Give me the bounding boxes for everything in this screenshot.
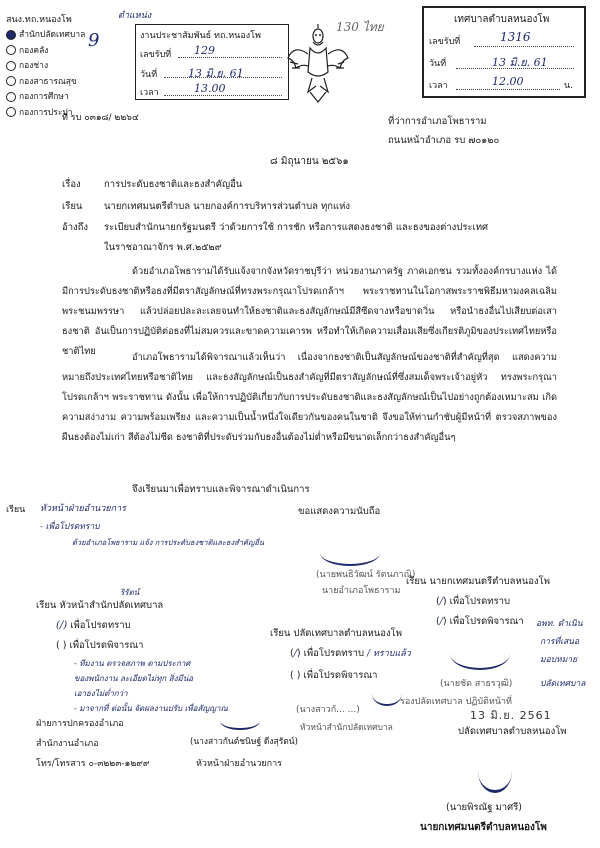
radio-icon <box>6 61 16 71</box>
receipt-stamp-right <box>422 6 586 98</box>
admin-office: ฝ่ายการปกครองอำเภอ <box>36 719 124 729</box>
right-hw-position: ปลัดเทศบาล <box>540 679 586 689</box>
left-to-text: เรียน หัวหน้าสำนักปลัดเทศบาล <box>36 600 164 611</box>
to-label: เรียน <box>62 201 83 212</box>
distribution-item[interactable]: กองการศึกษา <box>6 90 85 106</box>
left-signature <box>220 712 260 730</box>
stamp-date-label: วันที่ <box>140 70 158 80</box>
mayor-signature <box>478 750 512 793</box>
right-option-2[interactable]: (/) เพื่อโปรดพิจารณา <box>436 616 524 627</box>
right-option-1[interactable]: (/) เพื่อโปรดทราบ <box>436 596 511 607</box>
to-text: นายกเทศมนตรีตำบล นายกองค์การบริหารส่วนตำบล ทุกแห่ง <box>104 201 350 212</box>
right-to-text: เรียน นายกเทศมนตรีตำบลหนองโพ <box>406 576 550 587</box>
distribution-item[interactable]: กองช่าง <box>6 59 85 75</box>
hw-note-line-1: หัวหน้าฝ่ายอำนวยการ <box>40 504 127 514</box>
stamp-time-label: เวลา <box>140 88 159 98</box>
contact-tel: โทร/โทรสาร ๐-๓๒๒๓-๑๒๙๙ <box>36 759 150 769</box>
stamp-time-value: 12.00 <box>492 75 524 88</box>
office-line: ถนนหน้าอำเภอ รบ ๗๐๑๒๐ <box>388 135 500 146</box>
stamp-date-label: วันที่ <box>429 59 447 69</box>
stamp-no-label: เลขรับที่ <box>140 50 172 60</box>
district-office: สำนักงานอำเภอ <box>36 739 99 749</box>
left-handwritten-notes: - ทีมงาน ตรวจสภาพ ตามประกาศ ของพนักงาน ละเอียดไม่ทุก สิ่งมีน่อ เอาธงไม่ต่ำกว่า - มาจากที่ ต่อนั้น จัดผลงานปรับ เพื่อสัญญาณ <box>74 659 228 713</box>
date-received-stamp: 13 มิ.ย. 2561 <box>470 709 552 722</box>
hw-note-line-3: ด้วยอำเภอโพธาราม แจ้ง การประดับธงชาติและธงสำคัญอื่น <box>72 538 264 547</box>
stamp-time-value: 13.00 <box>194 82 226 95</box>
right-hw-note-3: มอบหมาย <box>540 655 578 665</box>
right-signer-title: รองปลัดเทศบาล ปฏิบัติหน้าที่ <box>400 697 512 707</box>
distribution-item[interactable]: กองสาธารณสุข <box>6 75 85 91</box>
receipt-stamp-left <box>135 24 289 100</box>
stamp-no-value: 1316 <box>500 30 531 44</box>
amphoe-signature <box>320 540 380 566</box>
stamp-title: งานประชาสัมพันธ์ ทถ.หนองโพ <box>140 31 261 41</box>
amphoe-signer-name: (นายพนธิวัฒน์ รัตนภาณิ) <box>316 570 416 580</box>
document-number: ที่ รบ ๐๓๑๘/ ๒๒๖๔ <box>62 113 139 123</box>
ref-text-2: ในราชอาณาจักร พ.ศ.๒๕๒๙ <box>104 242 222 253</box>
stamp-title: เทศบาลตำบลหนองโพ <box>454 14 550 25</box>
office-line: ที่ว่าการอำเภอโพธาราม <box>388 116 487 127</box>
right-hw-note-2: การที่เสนอ <box>540 637 580 647</box>
distribution-label: ตำแหน่ง <box>118 11 152 21</box>
body-paragraph-3: จึงเรียนมาเพื่อทราบและพิจารณาดำเนินการ <box>132 484 310 495</box>
distribution-item[interactable]: กองการประปา <box>6 106 85 122</box>
distribution-item[interactable]: กองคลัง <box>6 44 85 60</box>
top-handwritten-note: 130 ไทย <box>336 20 384 34</box>
stamp-no-label: เลขรับที่ <box>429 37 461 47</box>
stamp-date-value: 13 มิ.ย. 61 <box>188 67 244 80</box>
ref-text: ระเบียบสำนักนายกรัฐมนตรี ว่าด้วยการใช้ การชัก หรือการแสดงธงชาติ และธงของต่างประเทศ <box>104 222 489 233</box>
subject-label: เรื่อง <box>62 179 81 190</box>
mid-to-text: เรียน ปลัดเทศบาลตำบลหนองโพ <box>270 628 402 639</box>
hw-note-line-2: - เพื่อโปรดทราบ <box>40 522 100 532</box>
radio-icon <box>6 76 16 86</box>
office-address <box>388 112 499 150</box>
radio-icon <box>6 45 16 55</box>
ref-label: อ้างถึง <box>62 222 89 233</box>
mid-option-1[interactable]: (/) เพื่อโปรดทราบ / ทราบแล้ว <box>290 648 411 659</box>
mayor-name: (นายพิรณัฐ มาศรี) <box>446 802 522 813</box>
left-signer-name: (นางสาวกันต์ชนิษฐ์ ดีงสุรัตน์) <box>190 737 298 747</box>
left-option-2[interactable]: ( ) เพื่อโปรดพิจารณา <box>56 640 144 651</box>
body-paragraph-1: ด้วยอำเภอโพธารามได้รับแจ้งจากจังหวัดราชบุรีว่า หน่วยงานภาครัฐ ภาคเอกชน รวมทั้งองค์กรบางแห่ง ได้มีการประดับธงชาติหรือธงที่มีตราสัญลักษณ์ที่ทรงพระกรุณาโปรดเกล้าฯ พระราชทานในโอกาสพระราชพิธีมหามงคลเฉลิมพระชนมพรรษา แล้วปล่อยปละละเลยจนทำให้ธงชาติและธงสัญลักษณ์มีสีซีดจางหรือขาดวิ่น หรือนำธงอื่นไปเสียบต่อเสาธงชาติ อันเป็นการปฏิบัติต่อธงที่ไม่สมควรและขาดความเคารพ หรือทำให้เกิดความเสื่อมเสียซึ่งเกียรติภูมิของประเทศไทยหรือชาติไทย <box>62 266 557 357</box>
clerk-label: ปลัดเทศบาลตำบลหนองโพ <box>458 726 567 737</box>
amphoe-signer-title: นายอำเภอโพธาราม <box>322 586 401 596</box>
stamp-time-suffix: น. <box>564 81 574 91</box>
left-signer-title: หัวหน้าฝ่ายอำนวยการ <box>196 759 283 769</box>
mayor-title: นายกเทศมนตรีตำบลหนองโพ <box>420 822 547 833</box>
mid-signer-title: หัวหน้าสำนักปลัดเทศบาล <box>300 723 393 733</box>
distribution-item[interactable]: สำนักปลัดเทศบาล <box>6 28 85 44</box>
closing-text: ขอแสดงความนับถือ <box>298 506 381 517</box>
mid-signer-name: (นางสาวกั... ...) <box>296 705 360 715</box>
right-signer-name: (นายชัด สาธรวุฒิ) <box>440 679 513 689</box>
document-date: ๘ มิถุนายน ๒๕๖๑ <box>270 156 349 167</box>
subject-text: การประดับธงชาติและธงสำคัญอื่น <box>104 179 243 190</box>
check-mark-icon: 9 <box>88 30 100 51</box>
body-paragraph-2: อำเภอโพธารามได้พิจารณาแล้วเห็นว่า เนื่องจากธงชาติเป็นสัญลักษณ์ของชาติที่สำคัญที่สุด แสดงความหมายถึงประเทศไทยหรือชาติไทย และธงสัญลักษณ์เป็นธงสำคัญที่มีตราสัญลักษณ์ที่ซึ่งสมเด็จพระเจ้าอยู่หัว ทรงพระกรุณาโปรดเกล้าฯ พระราชทาน ดังนั้น เพื่อให้การปฏิบัติเกี่ยวกับการประดับธงชาติและธงสัญลักษณ์เป็นไปอย่างถูกต้องเหมาะสม เกิดความสง่างาม ความพร้อมเพรียง และความเป็นน้ำหนึ่งใจเดียวกันของคนในชาติ จึงขอให้ท่านกำชับผู้มีหน้าที่ ตรวจสภาพของผืนธงต้องไม่เก่า สีต้องไม่ซีด ธงชาติที่ประดับร่วมกับธงอื่นต้องไม่ต่ำหรือมีขนาดเล็กกว่าธงสำคัญอื่นๆ <box>62 352 557 443</box>
mid-option-2[interactable]: ( ) เพื่อโปรดพิจารณา <box>290 670 378 681</box>
right-signature <box>450 638 510 670</box>
stamp-date-value: 13 มิ.ย. 61 <box>492 56 548 69</box>
radio-icon <box>6 30 16 40</box>
left-small-sign: ริรัตน์ <box>120 588 140 597</box>
left-option-1[interactable]: (/) เพื่อโปรดทราบ <box>56 620 131 631</box>
hw-note-label: เรียน <box>6 505 26 515</box>
distribution-org: สนง.ทถ.หนองโพ <box>6 15 72 25</box>
right-hw-note-1: อพท. ดำเนิน <box>536 619 583 629</box>
mid-signature <box>372 682 402 706</box>
radio-icon <box>6 107 16 117</box>
distribution-list <box>6 28 85 121</box>
stamp-time-label: เวลา <box>429 81 448 91</box>
radio-icon <box>6 92 16 102</box>
stamp-no-value: 129 <box>194 44 215 57</box>
